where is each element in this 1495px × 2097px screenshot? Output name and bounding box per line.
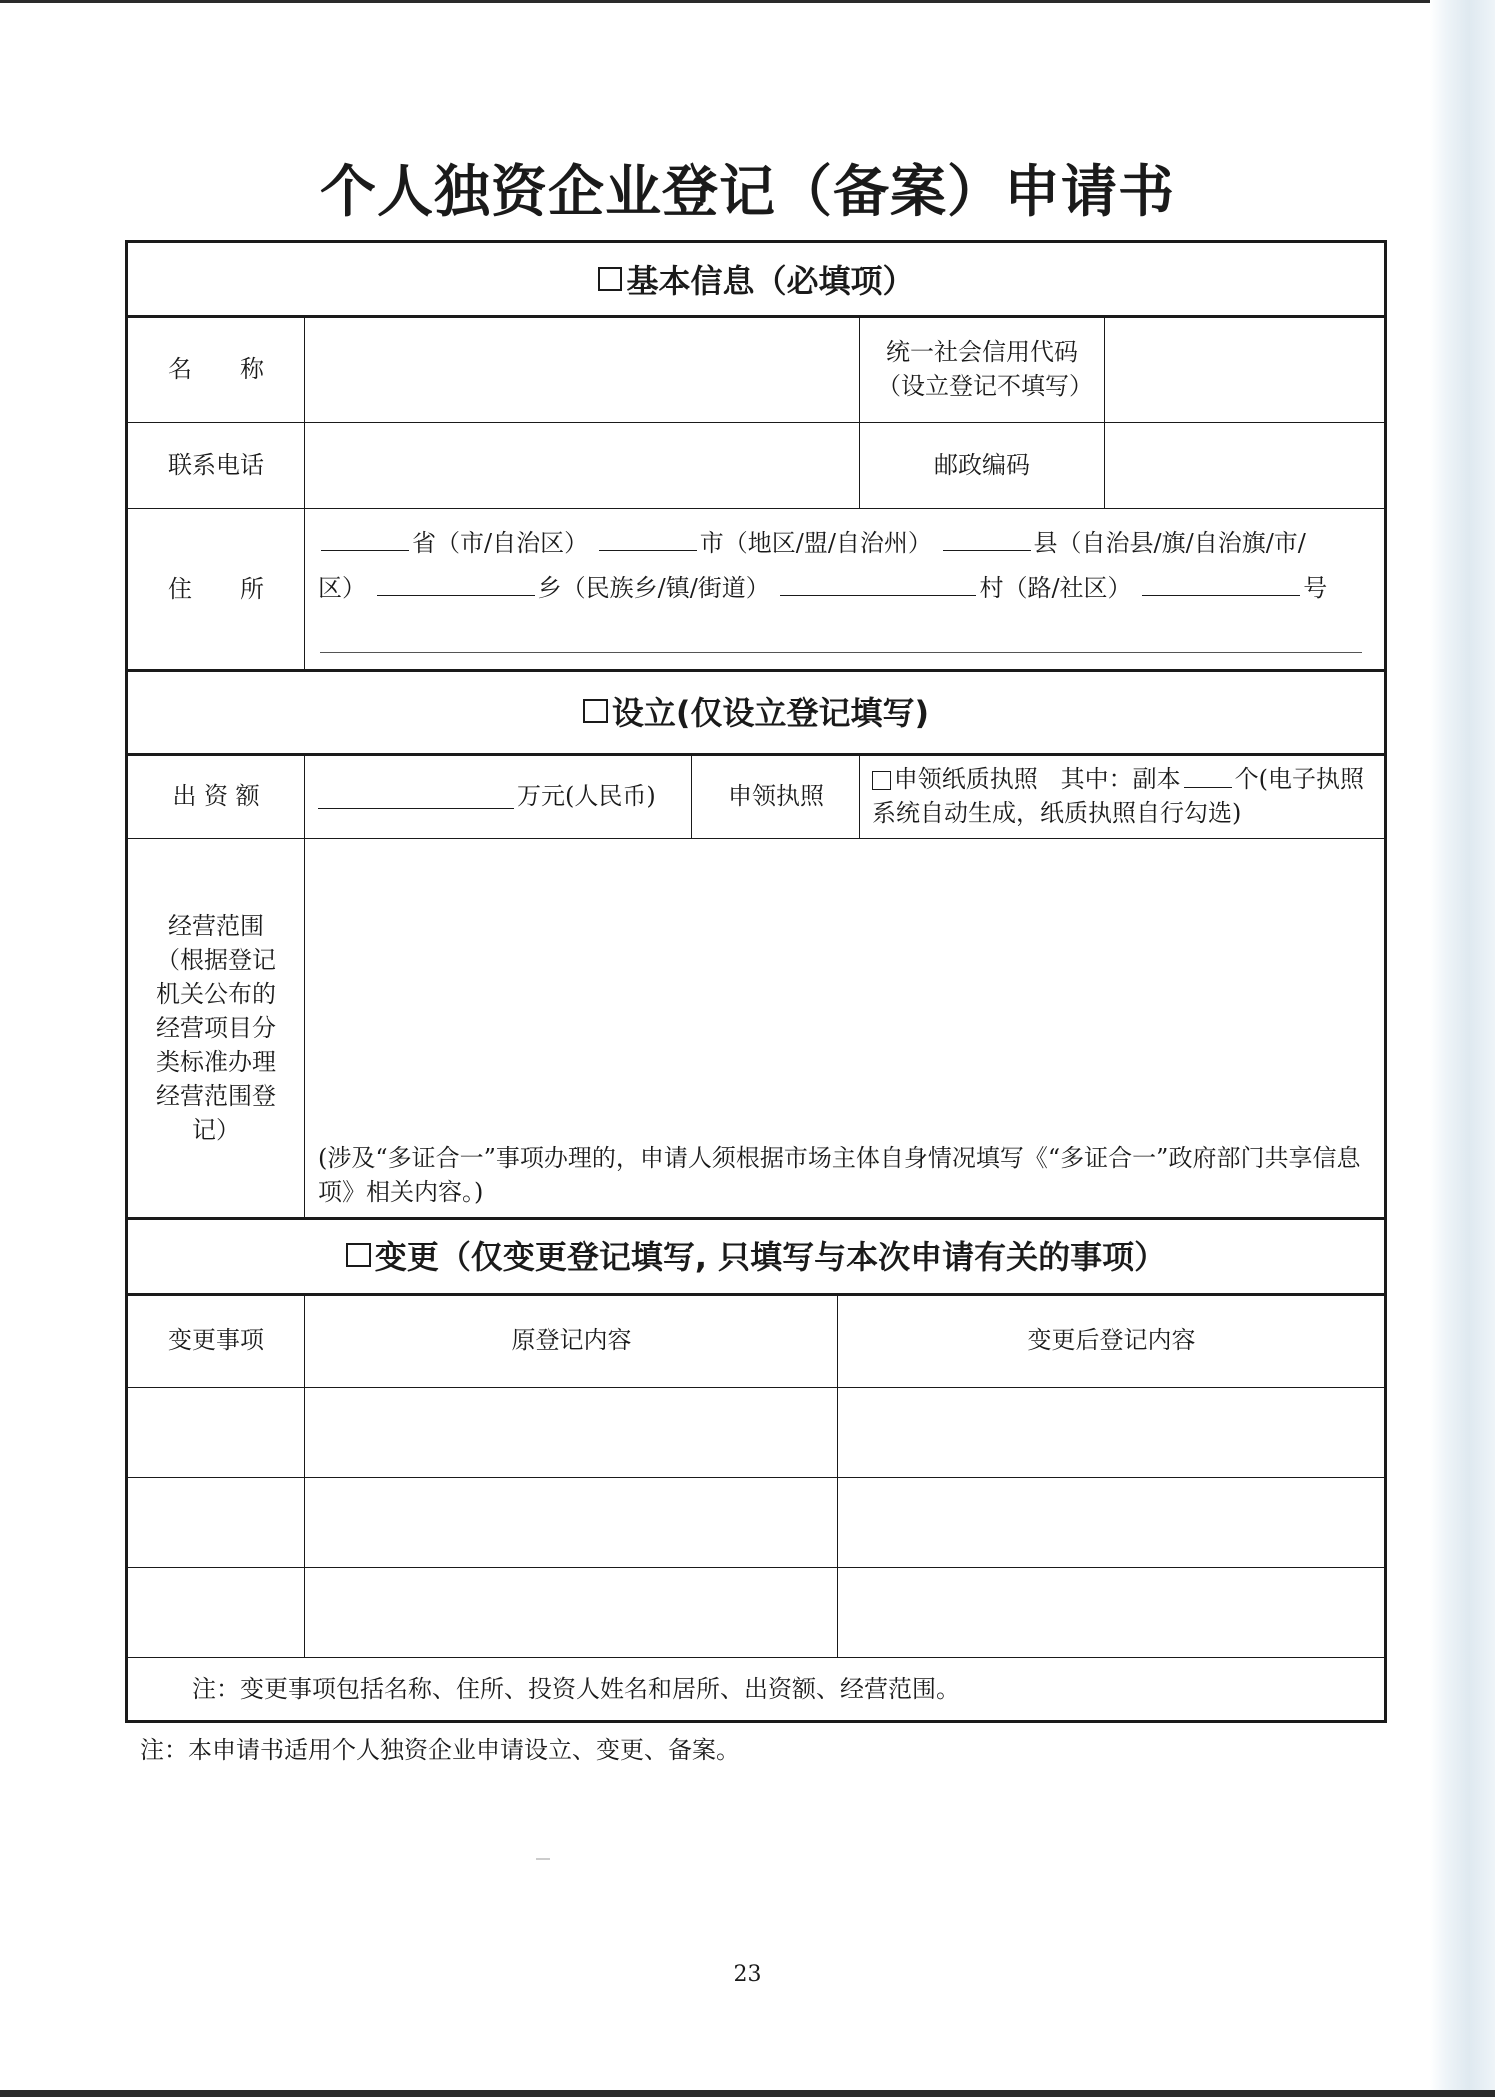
change-col-original: 原登记内容 [511,1326,632,1354]
phone-label: 联系电话 [168,451,264,479]
checkbox-icon[interactable] [598,267,623,292]
address-line-2: 区） 乡（民族乡/镇/街道） 村（路/社区） 号 [318,570,1327,605]
page-title: 个人独资企业登记（备案）申请书 [320,159,1175,225]
postal-field[interactable] [1106,422,1384,508]
address-line-1: 省（市/自治区） 市（地区/盟/自治州） 县（自治县/旗/自治旗/市/ [318,525,1306,560]
table-row[interactable] [128,1477,304,1567]
phone-field[interactable] [306,422,858,508]
application-form [125,240,1387,1723]
village-blank[interactable] [780,570,976,596]
credit-code-field[interactable] [1106,315,1384,422]
name-field[interactable] [306,315,858,422]
section-establish-header[interactable]: 设立(仅设立登记填写) [128,669,1384,753]
table-row[interactable] [306,1387,837,1477]
capital-blank[interactable] [318,782,514,808]
section-basic-header[interactable]: 基本信息（必填项） [128,243,1384,315]
table-row[interactable] [306,1567,837,1657]
table-row[interactable] [128,1567,304,1657]
license-options: 申领纸质执照 其中：副本 个(电子执照系统自动生成，纸质执照自行勾选) [872,753,1378,838]
scan-speck [536,1858,550,1860]
table-row[interactable] [306,1477,837,1567]
change-col-item: 变更事项 [168,1326,264,1354]
township-blank[interactable] [377,570,535,596]
scope-label: 经营范围（根据登记机关公布的经营项目分类标准办理经营范围登记） [156,911,276,1144]
address-extra-line[interactable] [320,652,1362,653]
capital-label: 出 资 额 [172,781,260,810]
table-row[interactable] [839,1387,1384,1477]
scope-field[interactable] [306,840,1384,1130]
footer-note: 注：本申请书适用个人独资企业申请设立、变更、备案。 [140,1736,740,1764]
province-blank[interactable] [321,525,409,551]
scan-edge-right [1430,0,1495,2090]
address-label: 住 所 [168,574,264,603]
checkbox-icon[interactable] [346,1243,371,1268]
credit-code-label: 统一社会信用代码（设立登记不填写） [877,337,1093,400]
page-number: 23 [733,1962,762,1987]
city-blank[interactable] [599,525,697,551]
table-row[interactable] [839,1567,1384,1657]
change-note: 注：变更事项包括名称、住所、投资人姓名和居所、出资额、经营范围。 [192,1674,960,1703]
number-blank[interactable] [1142,570,1300,596]
checkbox-icon[interactable] [583,699,608,724]
scope-note: (涉及“多证合一”事项办理的，申请人须根据市场主体自身情况填写《“多证合一”政府部门共享信息项》相关内容。) [318,1144,1361,1206]
change-col-new: 变更后登记内容 [1027,1326,1196,1354]
license-label: 申领执照 [728,781,824,810]
scan-edge-top [0,0,1495,3]
county-blank[interactable] [943,525,1031,551]
license-paper-checkbox-icon[interactable] [872,771,891,790]
postal-label: 邮政编码 [934,451,1030,479]
section-change-header[interactable]: 变更（仅变更登记填写, 只填写与本次申请有关的事项） [128,1217,1384,1293]
table-row[interactable] [839,1477,1384,1567]
capital-field: 万元(人民币) [318,753,690,838]
scan-edge-bottom [0,2090,1495,2097]
table-row[interactable] [128,1387,304,1477]
name-label: 名 称 [168,354,264,383]
copies-blank[interactable] [1184,761,1232,787]
